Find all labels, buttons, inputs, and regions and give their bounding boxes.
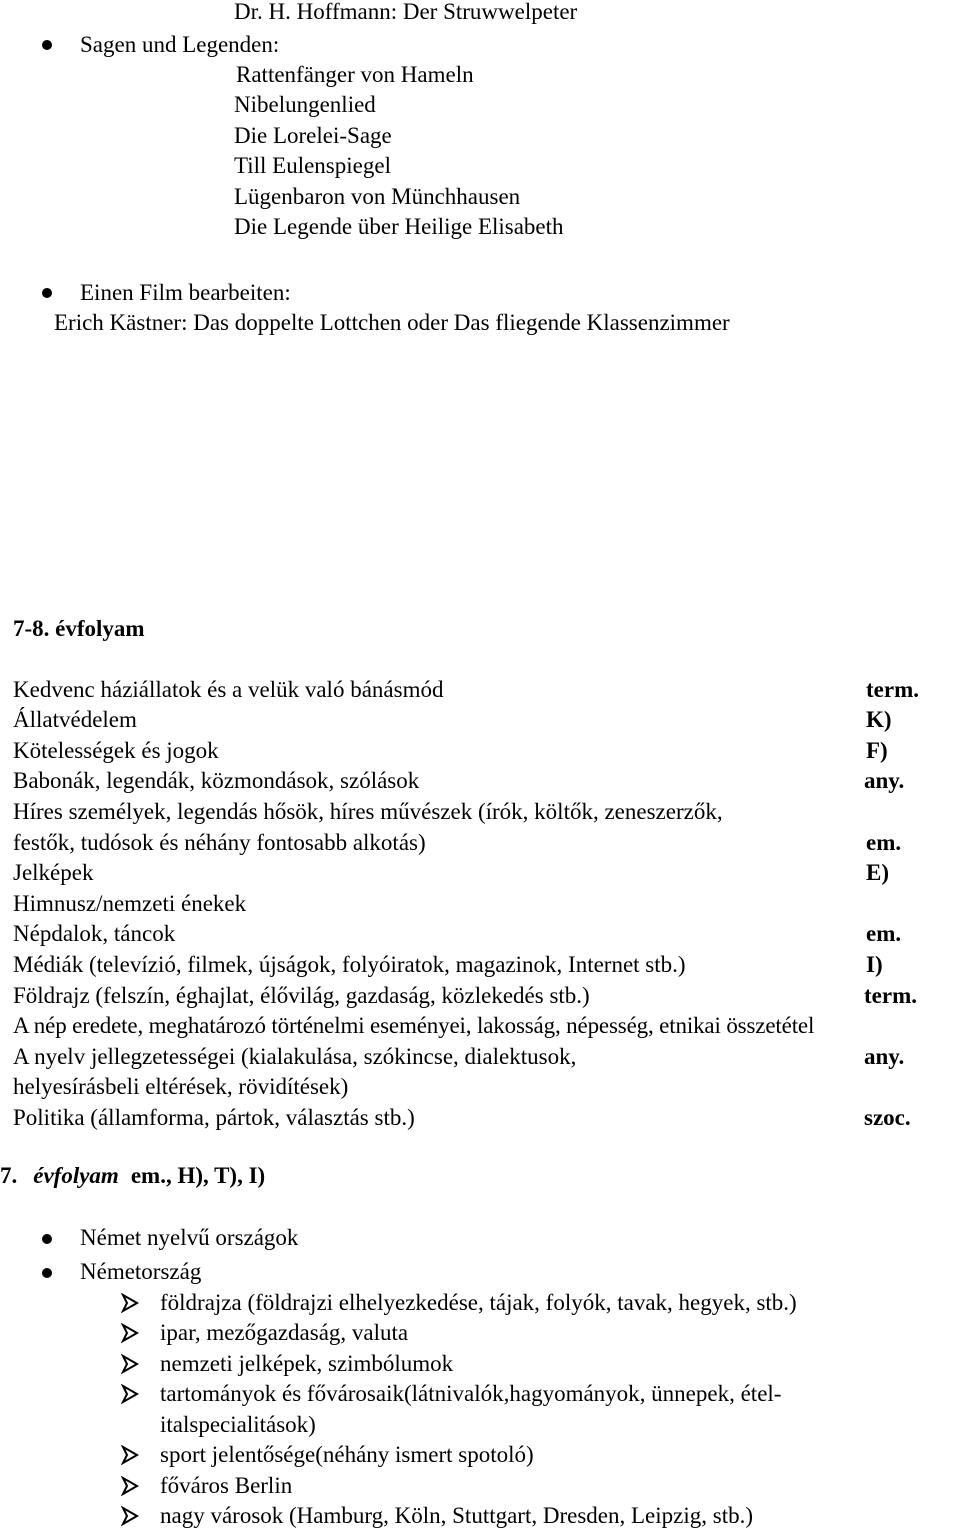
country-bullet: Német nyelvű országok <box>80 1225 299 1250</box>
topic-line: Médiák (televízió, filmek, újságok, folyóiratok, magazinok, Internet stb.) <box>13 952 686 977</box>
topic-code: em. <box>866 921 902 946</box>
arrow-bullet-icon <box>121 1506 139 1526</box>
topic-line: Földrajz (felszín, éghajlat, élővilág, gazdaság, közlekedés stb.) <box>13 983 590 1008</box>
sagen-item: Till Eulenspiegel <box>234 153 391 178</box>
topic-line: Jelképek <box>13 860 94 885</box>
grade-78-heading: 7-8. évfolyam <box>13 616 145 641</box>
topic-line: Állatvédelem <box>13 707 137 732</box>
sagen-item: Die Legende über Heilige Elisabeth <box>234 214 564 239</box>
topic-line: Babonák, legendák, közmondások, szólások <box>13 768 420 793</box>
sub-item: ipar, mezőgazdaság, valuta <box>160 1320 409 1345</box>
bullet-icon <box>42 40 52 50</box>
arrow-bullet-icon <box>121 1445 139 1465</box>
struwwelpeter-line: Dr. H. Hoffmann: Der Struwwelpeter <box>234 0 578 24</box>
grade-7-number: 7. <box>0 1163 18 1188</box>
arrow-bullet-icon <box>121 1354 139 1374</box>
film-heading: Einen Film bearbeiten: <box>80 280 291 305</box>
topic-line: Kötelességek és jogok <box>13 738 219 763</box>
topic-line: helyesírásbeli eltérések, rövidítések) <box>13 1074 349 1099</box>
grade-7-heading <box>0 1162 265 1190</box>
film-line: Erich Kästner: Das doppelte Lottchen oder Das fliegende Klassenzimmer <box>54 310 730 335</box>
sub-item: nemzeti jelképek, szimbólumok <box>160 1351 454 1376</box>
sagen-heading: Sagen und Legenden: <box>80 32 280 57</box>
sub-item: földrajza (földrajzi elhelyezkedése, tájak, folyók, tavak, hegyek, stb.) <box>160 1290 797 1315</box>
sub-item-continuation: italspecialitások) <box>160 1412 316 1437</box>
topic-code: F) <box>866 738 888 763</box>
topic-line: A nép eredete, meghatározó történelmi eseményei, lakosság, népesség, etnikai összetétel <box>13 1013 815 1038</box>
topic-line: Híres személyek, legendás hősök, híres művészek (írók, költők, zeneszerzők, <box>13 799 723 824</box>
topic-code: K) <box>866 707 892 732</box>
topic-code: E) <box>866 860 889 885</box>
topic-code: em. <box>866 830 902 855</box>
arrow-bullet-icon <box>121 1384 139 1404</box>
topic-code: szoc. <box>864 1105 911 1130</box>
sagen-item: Die Lorelei-Sage <box>234 123 392 148</box>
topic-line: Himnusz/nemzeti énekek <box>13 891 247 916</box>
sub-item: tartományok és fővárosaik(látnivalók,hagyományok, ünnepek, étel- <box>160 1381 782 1406</box>
arrow-bullet-icon <box>121 1293 139 1313</box>
topic-line: A nyelv jellegzetességei (kialakulása, szókincse, dialektusok, <box>13 1044 577 1069</box>
bullet-icon <box>42 288 52 298</box>
grade-7-codes: em., H), T), I) <box>130 1163 266 1188</box>
sub-item: sport jelentősége(néhány ismert spotoló) <box>160 1442 534 1467</box>
country-bullet: Németország <box>80 1259 202 1284</box>
topic-line: Népdalok, táncok <box>13 921 176 946</box>
sub-item: főváros Berlin <box>160 1473 293 1498</box>
topic-line: Politika (államforma, pártok, választás stb.) <box>13 1105 415 1130</box>
sagen-item: Lügenbaron von Münchhausen <box>234 184 521 209</box>
grade-7-word: évfolyam <box>33 1163 119 1188</box>
sagen-item: Nibelungenlied <box>234 92 376 117</box>
topic-code: any. <box>864 1044 905 1069</box>
sub-item: nagy városok (Hamburg, Köln, Stuttgart, Dresden, Leipzig, stb.) <box>160 1503 753 1528</box>
topic-code: any. <box>864 768 905 793</box>
topic-code: term. <box>866 677 919 702</box>
bullet-icon <box>42 1234 52 1244</box>
arrow-bullet-icon <box>121 1323 139 1343</box>
topic-code: term. <box>864 983 917 1008</box>
topic-line: Kedvenc háziállatok és a velük való bánásmód <box>13 677 444 702</box>
sagen-item: Rattenfänger von Hameln <box>236 62 474 87</box>
topic-line: festők, tudósok és néhány fontosabb alkotás) <box>13 830 426 855</box>
topic-code: I) <box>866 952 883 977</box>
arrow-bullet-icon <box>121 1476 139 1496</box>
bullet-icon <box>42 1268 52 1278</box>
